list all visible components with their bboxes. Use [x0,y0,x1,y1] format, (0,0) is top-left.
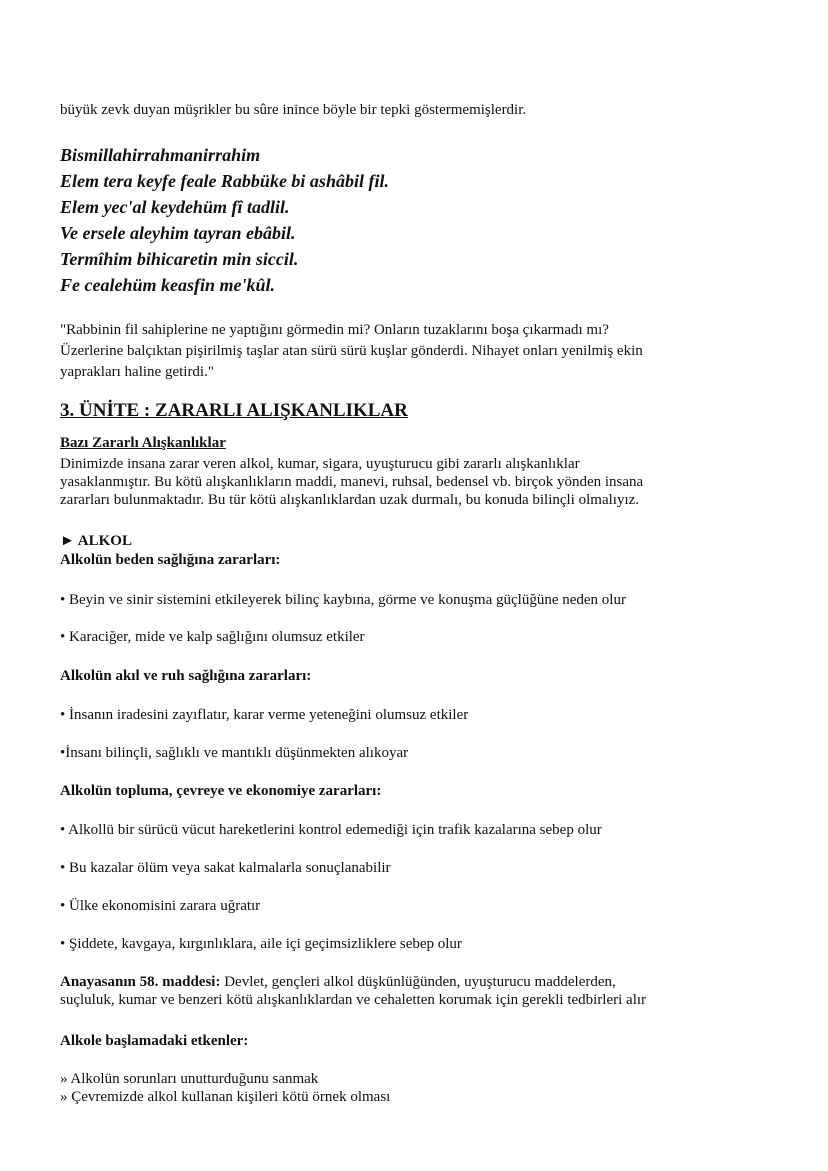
list-item: • Karaciğer, mide ve kalp sağlığını olumsuz etkiler [60,629,365,645]
translation-line: yaprakları haline getirdi." [60,364,214,380]
list-item: • Şiddete, kavgaya, kırgınlıklara, aile içi geçimsizliklere sebep olur [60,936,462,952]
list-item: • İnsanın iradesini zayıflatır, karar verme yeteneğini olumsuz etkiler [60,707,469,723]
list-item: • Alkollü bir sürücü vücut hareketlerini kontrol edemediği için trafik kazalarına sebep olur [60,822,602,838]
translation-line: "Rabbinin fil sahiplerine ne yaptığını görmedin mi? Onların tuzaklarını boşa çıkarmadı mı? [60,322,609,338]
constitution-line [60,973,646,991]
body-harms-heading: Alkolün beden sağlığına zararları: [60,552,281,568]
constitution-paragraph [60,973,646,1009]
paragraph-line: Dinimizde insana zarar veren alkol, kumar, sigara, uyuşturucu gibi zararlı alışkanlıklar [60,456,580,472]
verse-line: Elem tera keyfe feale Rabbüke bi ashâbil fil. [60,171,389,191]
start-factors-list [60,1070,390,1106]
paragraph-line: zararları bulunmaktadır. Bu tür kötü alışkanlıklardan uzak durmalı, bu konuda bilinçli olmalıyız. [60,492,640,508]
unit-title: 3. ÜNİTE : ZARARLI ALIŞKANLIKLAR [60,400,408,421]
verse-line: Termîhim bihicaretin min siccil. [60,249,299,269]
translation-line: Üzerlerine balçıktan pişirilmiş taşlar atan sürü sürü kuşlar gönderdi. Nihayet onları yenilmiş ekin [60,343,643,359]
intro-line: büyük zevk duyan müşrikler bu sûre inince böyle bir tepki göstermemişlerdir. [60,102,527,118]
mind-harms-heading: Alkolün akıl ve ruh sağlığına zararları: [60,668,312,684]
subsection-paragraph [60,455,643,509]
start-factors-heading: Alkole başlamadaki etkenler: [60,1033,249,1049]
list-item: » Çevremizde alkol kullanan kişileri kötü örnek olması [60,1089,391,1105]
paragraph-line: yasaklanmıştır. Bu kötü alışkanlıkların maddi, manevi, ruhsal, bedensel vb. birçok yönden insana [60,474,644,490]
subsection-title: Bazı Zararlı Alışkanlıklar [60,435,226,451]
society-harms-heading: Alkolün topluma, çevreye ve ekonomiye zararları: [60,783,382,799]
list-item: • Beyin ve sinir sistemini etkileyerek bilinç kaybına, görme ve konuşma güçlüğüne neden olur [60,592,626,608]
constitution-text: Devlet, gençleri alkol düşkünlüğünden, uyuşturucu maddelerden, [220,974,616,990]
verse-line: Ve ersele aleyhim tayran ebâbil. [60,223,296,243]
list-item: •İnsanı bilinçli, sağlıklı ve mantıklı düşünmekten alıkoyar [60,745,409,761]
verse-line: Elem yec'al keydehüm fî tadlil. [60,197,290,217]
list-item: • Ülke ekonomisini zarara uğratır [60,898,261,914]
verse-line: Fe cealehüm keasfin me'kûl. [60,275,275,295]
verse-line: Bismillahirrahmanirrahim [60,145,261,165]
alcohol-heading: ► ALKOL [60,533,132,549]
constitution-line: suçluluk, kumar ve benzeri kötü alışkanlıklardan ve cehaletten korumak için gerekli tedbirleri alır [60,992,647,1008]
translation-paragraph [60,320,643,383]
list-item: • Bu kazalar ölüm veya sakat kalmalarla sonuçlanabilir [60,860,391,876]
verse-block [60,142,389,298]
list-item: » Alkolün sorunları unutturduğunu sanmak [60,1071,319,1087]
constitution-label: Anayasanın 58. maddesi: [60,974,221,990]
